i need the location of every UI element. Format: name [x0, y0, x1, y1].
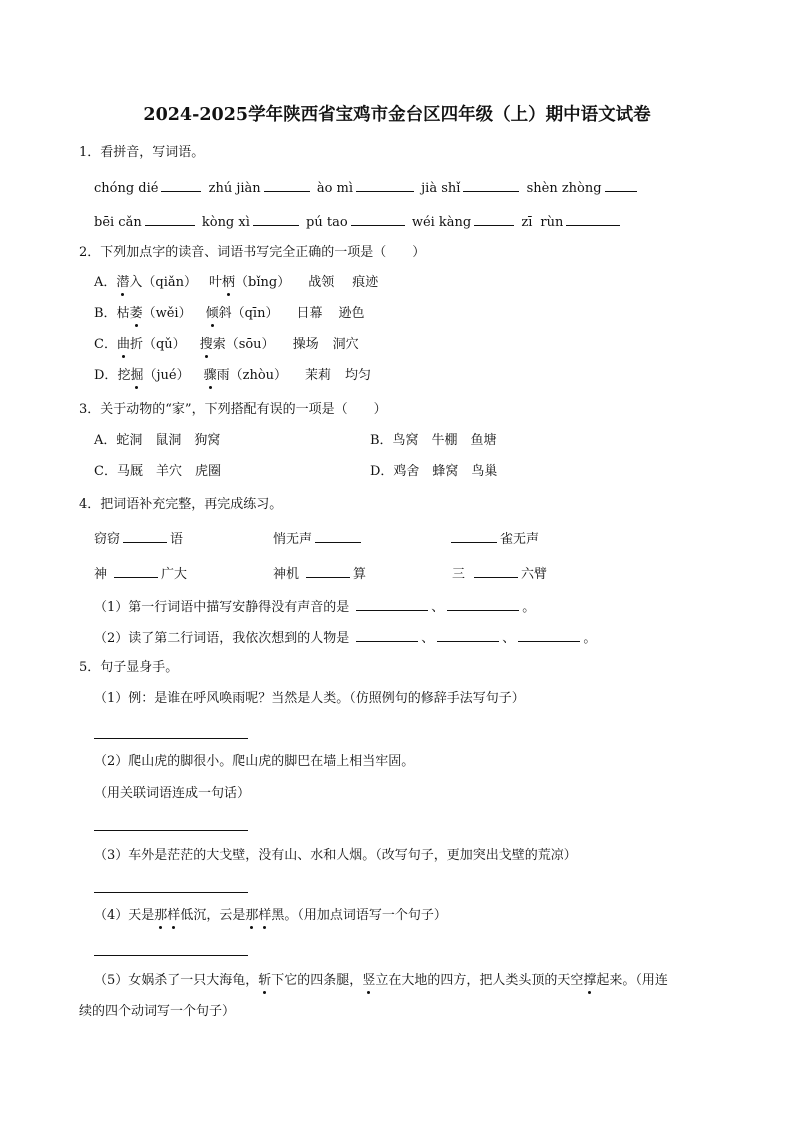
q1-row-1 — [94, 178, 640, 198]
answer-line[interactable] — [94, 955, 248, 956]
dotted-char: 撑 — [583, 973, 597, 988]
answer-blank[interactable] — [351, 212, 405, 226]
pinyin-7: kòng xì — [201, 215, 250, 230]
idiom-5: 神机 算 — [273, 564, 366, 584]
answer-blank[interactable] — [123, 529, 167, 543]
dotted-char: 样 — [167, 908, 181, 923]
pinyin-4: jià shǐ — [421, 181, 461, 196]
pinyin-10a: zī — [521, 215, 533, 230]
q2-option-c[interactable]: C．曲折（qǔ） 搜索（sōu） 操场 洞穴 — [94, 337, 359, 352]
pinyin-1: chóng dié — [94, 181, 159, 196]
dotted-char: 潜 — [116, 275, 130, 290]
answer-blank[interactable] — [447, 597, 519, 611]
answer-blank[interactable] — [356, 597, 428, 611]
q4-stem: 4．把词语补充完整，再完成练习。 — [79, 497, 283, 512]
answer-blank[interactable] — [474, 564, 518, 578]
q5-sub-5-cont: 续的四个动词写一个句子） — [79, 1004, 236, 1019]
answer-blank[interactable] — [145, 212, 195, 226]
dotted-char: 骤 — [203, 368, 217, 383]
answer-line[interactable] — [94, 830, 248, 831]
answer-line[interactable] — [94, 738, 248, 739]
dotted-char: 样 — [258, 908, 272, 923]
dotted-char: 竖 — [362, 973, 376, 988]
q5-sub-3: （3）车外是茫茫的大戈壁，没有山、水和人烟。（改写句子，更加突出戈壁的荒凉） — [94, 848, 577, 863]
answer-line[interactable] — [94, 892, 248, 893]
q1-row-2 — [94, 212, 623, 232]
q5-sub-5: （5）女娲杀了一只大海龟，斩下它的四条腿，竖立在大地的四方，把人类头顶的天空撑起来。（用连 — [94, 973, 668, 988]
q3-option-b[interactable]: B．鸟窝 牛棚 鱼塘 — [370, 433, 497, 448]
q3-stem: 3．关于动物的“家”，下列搭配有误的一项是（ ） — [79, 402, 387, 417]
q5-sub-2-hint: （用关联词语连成一句话） — [94, 786, 251, 801]
answer-blank[interactable] — [474, 212, 514, 226]
pinyin-9: wéi kàng — [411, 215, 472, 230]
q3-option-a[interactable]: A．蛇洞 鼠洞 狗窝 — [94, 433, 221, 448]
dotted-char: 萎 — [129, 306, 143, 321]
dotted-char: 掘 — [130, 368, 144, 383]
answer-blank[interactable] — [451, 529, 497, 543]
q4-sub-2: （2）读了第二行词语，我依次想到的人物是 、 、 。 — [94, 628, 596, 648]
dotted-char: 曲 — [116, 337, 130, 352]
q3-option-d[interactable]: D．鸡舍 蜂窝 鸟巢 — [370, 464, 498, 479]
dotted-char: 倾 — [205, 306, 219, 321]
answer-blank[interactable] — [253, 212, 299, 226]
q5-sub-2: （2）爬山虎的脚很小。爬山虎的脚巴在墙上相当牢固。 — [94, 754, 415, 769]
answer-blank[interactable] — [518, 628, 580, 642]
pinyin-6: bēi cǎn — [94, 215, 142, 230]
idiom-3: 雀无声 — [448, 529, 539, 549]
q1-stem: 1．看拼音，写词语。 — [79, 145, 205, 160]
q2-option-a[interactable]: A．潜入（qiǎn） 叶柄（bǐng） 战领 痕迹 — [94, 275, 379, 290]
pinyin-10b: rùn — [540, 215, 564, 230]
answer-blank[interactable] — [463, 178, 519, 192]
answer-blank[interactable] — [437, 628, 499, 642]
q2-option-b[interactable]: B．枯萎（wěi） 倾斜（qīn） 日幕 逊色 — [94, 306, 365, 321]
q5-sub-4: （4）天是那样低沉，云是那样黑。（用加点词语写一个句子） — [94, 908, 447, 923]
q4-sub-1: （1）第一行词语中描写安静得没有声音的是 、 。 — [94, 597, 535, 617]
q2-option-d[interactable]: D．挖掘（jué） 骤雨（zhòu） 茉莉 均匀 — [94, 368, 372, 383]
dotted-char: 搜 — [199, 337, 213, 352]
answer-blank[interactable] — [114, 564, 158, 578]
idiom-6: 三 六臂 — [452, 564, 547, 584]
pinyin-5: shèn zhòng — [526, 181, 602, 196]
answer-blank[interactable] — [306, 564, 350, 578]
pinyin-3: ào mì — [316, 181, 354, 196]
dotted-char: 斩 — [258, 973, 272, 988]
idiom-1: 窃窃 语 — [94, 529, 183, 549]
answer-blank[interactable] — [356, 178, 414, 192]
answer-blank[interactable] — [605, 178, 637, 192]
idiom-4: 神 广大 — [94, 564, 187, 584]
dotted-char: 那 — [154, 908, 168, 923]
page-title: 2024-2025学年陕西省宝鸡市金台区四年级（上）期中语文试卷 — [143, 105, 651, 125]
answer-blank[interactable] — [566, 212, 620, 226]
q3-option-c[interactable]: C．马厩 羊穴 虎圈 — [94, 464, 221, 479]
idiom-2: 悄无声 — [273, 529, 364, 549]
q5-sub-1: （1）例：是谁在呼风唤雨呢？当然是人类。（仿照例句的修辞手法写句子） — [94, 691, 525, 706]
dotted-char: 柄 — [222, 275, 236, 290]
pinyin-2: zhú jiàn — [208, 181, 261, 196]
q2-stem: 2．下列加点字的读音、词语书写完全正确的一项是（ ） — [79, 245, 426, 260]
answer-blank[interactable] — [264, 178, 310, 192]
dotted-char: 那 — [245, 908, 259, 923]
answer-blank[interactable] — [315, 529, 361, 543]
answer-blank[interactable] — [356, 628, 418, 642]
pinyin-8: pú tao — [306, 215, 348, 230]
answer-blank[interactable] — [161, 178, 201, 192]
q5-stem: 5．句子显身手。 — [79, 660, 179, 675]
